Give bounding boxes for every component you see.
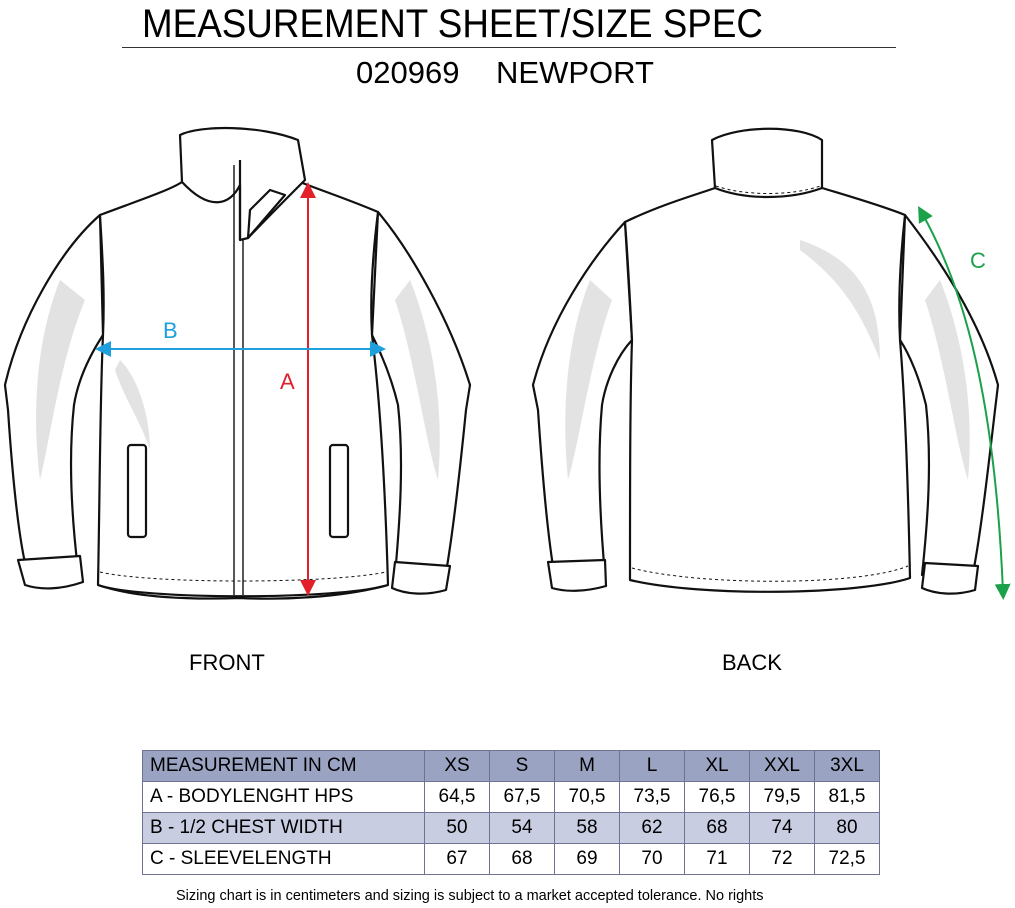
back-collar [712,129,822,197]
table-cell: 67 [425,844,490,875]
size-header-m: M [555,751,620,782]
measure-b-letter: B [163,318,178,343]
table-cell: 71 [685,844,750,875]
table-cell: 58 [555,813,620,844]
back-view-label: BACK [722,650,782,675]
table-cell: 64,5 [425,782,490,813]
back-right-cuff [922,563,978,594]
row-label-bodylength: A - BODYLENGHT HPS [143,782,425,813]
front-jacket [5,128,470,599]
size-header-xl: XL [685,751,750,782]
table-cell: 62 [620,813,685,844]
row-label-sleevelength: C - SLEEVELENGTH [143,844,425,875]
table-cell: 50 [425,813,490,844]
measure-c-letter: C [970,248,986,273]
front-left-cuff [18,556,83,588]
front-view-label: FRONT [189,650,265,675]
size-header-l: L [620,751,685,782]
table-cell: 72 [750,844,815,875]
front-right-pocket [330,445,348,537]
table-cell: 68 [490,844,555,875]
table-row [143,782,880,813]
table-row [143,844,880,875]
size-header-xs: XS [425,751,490,782]
back-body [625,188,910,592]
footnote: Sizing chart is in centimeters and sizing is subject to a market accepted tolerance. No rights [176,888,764,904]
table-row [143,813,880,844]
table-cell: 76,5 [685,782,750,813]
size-header-xxl: XXL [750,751,815,782]
size-header-s: S [490,751,555,782]
table-cell: 70 [620,844,685,875]
table-cell: 72,5 [815,844,880,875]
size-table [142,750,880,875]
table-cell: 74 [750,813,815,844]
page-title: MEASUREMENT SHEET/SIZE SPEC [142,2,763,46]
table-cell: 79,5 [750,782,815,813]
size-header-3xl: 3XL [815,751,880,782]
table-cell: 70,5 [555,782,620,813]
table-cell: 54 [490,813,555,844]
table-cell: 73,5 [620,782,685,813]
table-cell: 81,5 [815,782,880,813]
front-right-cuff [392,562,450,594]
measurement-header: MEASUREMENT IN CM [143,751,425,782]
back-jacket [533,129,998,594]
front-left-pocket [128,445,146,537]
measure-a-letter: A [280,369,295,394]
table-cell: 67,5 [490,782,555,813]
style-name: NEWPORT [496,55,654,90]
table-cell: 68 [685,813,750,844]
table-cell: 69 [555,844,620,875]
row-label-chest-width: B - 1/2 CHEST WIDTH [143,813,425,844]
style-code: 020969 [356,55,460,90]
table-cell: 80 [815,813,880,844]
size-table-header-row [143,751,880,782]
back-left-cuff [548,560,606,591]
